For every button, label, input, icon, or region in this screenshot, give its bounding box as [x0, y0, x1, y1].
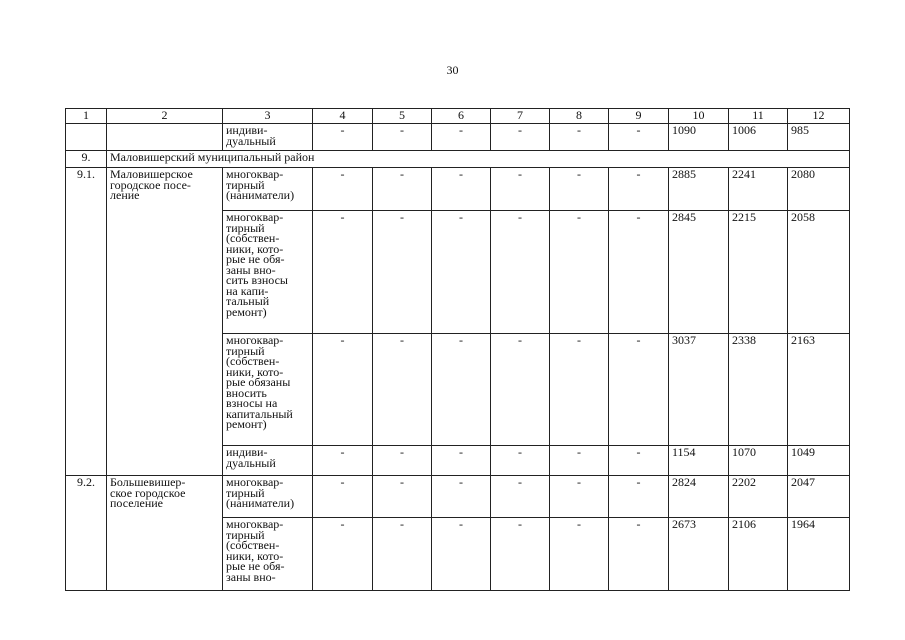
housing-type: многоквар- тирный (наниматели) [223, 476, 313, 518]
column-header: 4 [313, 109, 373, 124]
value-cell: 2885 [669, 168, 729, 211]
dash-cell: - [491, 334, 550, 446]
column-header: 9 [609, 109, 669, 124]
value-cell: 3037 [669, 334, 729, 446]
column-header: 7 [491, 109, 550, 124]
value-cell: 1070 [729, 446, 788, 476]
housing-type: индиви- дуальный [223, 446, 313, 476]
dash-cell: - [432, 518, 491, 591]
district-row [66, 151, 850, 168]
settlement-number: 9.1. [66, 168, 107, 476]
dash-cell: - [373, 211, 432, 334]
column-header: 10 [669, 109, 729, 124]
dash-cell: - [491, 518, 550, 591]
housing-type: многоквар- тирный (собствен- ники, кото- рые не обя- заны вно- сить взносы на капи- тальный ремонт) [223, 211, 313, 334]
dash-cell: - [432, 168, 491, 211]
column-header: 12 [788, 109, 850, 124]
page-number: 30 [446, 63, 459, 77]
table-row [66, 476, 850, 518]
dash-cell: - [550, 211, 609, 334]
column-header: 11 [729, 109, 788, 124]
value-cell: 2058 [788, 211, 850, 334]
value-cell: 1049 [788, 446, 850, 476]
value-cell: 2824 [669, 476, 729, 518]
column-header: 2 [107, 109, 223, 124]
dash-cell: - [550, 124, 609, 151]
dash-cell: - [313, 446, 373, 476]
district-number: 9. [66, 151, 107, 168]
dash-cell: - [432, 446, 491, 476]
value-cell: 2338 [729, 334, 788, 446]
dash-cell: - [609, 518, 669, 591]
value-cell: 985 [788, 124, 850, 151]
tariff-table [65, 108, 850, 591]
housing-type: многоквар- тирный (собствен- ники, кото- рые не обя- заны вно- [223, 518, 313, 591]
dash-cell: - [313, 211, 373, 334]
table-row [66, 168, 850, 211]
table-row [66, 124, 850, 151]
dash-cell: - [550, 476, 609, 518]
dash-cell: - [373, 476, 432, 518]
dash-cell: - [373, 124, 432, 151]
dash-cell: - [609, 124, 669, 151]
value-cell: 2106 [729, 518, 788, 591]
dash-cell: - [550, 518, 609, 591]
dash-cell: - [491, 124, 550, 151]
dash-cell: - [609, 168, 669, 211]
column-header: 6 [432, 109, 491, 124]
value-cell: 1006 [729, 124, 788, 151]
dash-cell: - [313, 518, 373, 591]
dash-cell: - [313, 334, 373, 446]
cell-empty [107, 124, 223, 151]
dash-cell: - [373, 168, 432, 211]
housing-type: индиви- дуальный [223, 124, 313, 151]
dash-cell: - [432, 334, 491, 446]
column-header: 5 [373, 109, 432, 124]
dash-cell: - [550, 446, 609, 476]
value-cell: 1154 [669, 446, 729, 476]
dash-cell: - [491, 476, 550, 518]
column-header: 3 [223, 109, 313, 124]
dash-cell: - [432, 211, 491, 334]
cell-empty [66, 124, 107, 151]
value-cell: 2047 [788, 476, 850, 518]
value-cell: 2163 [788, 334, 850, 446]
dash-cell: - [373, 446, 432, 476]
housing-type: многоквар- тирный (наниматели) [223, 168, 313, 211]
value-cell: 2673 [669, 518, 729, 591]
column-header: 1 [66, 109, 107, 124]
value-cell: 2845 [669, 211, 729, 334]
dash-cell: - [491, 211, 550, 334]
dash-cell: - [313, 124, 373, 151]
dash-cell: - [313, 168, 373, 211]
value-cell: 2202 [729, 476, 788, 518]
value-cell: 1964 [788, 518, 850, 591]
dash-cell: - [373, 334, 432, 446]
value-cell: 2080 [788, 168, 850, 211]
district-name: Маловишерский муниципальный район [107, 151, 850, 168]
dash-cell: - [373, 518, 432, 591]
settlement-name: Маловишерское городское посе- ление [107, 168, 223, 476]
dash-cell: - [609, 476, 669, 518]
settlement-number: 9.2. [66, 476, 107, 591]
value-cell: 2215 [729, 211, 788, 334]
dash-cell: - [313, 476, 373, 518]
dash-cell: - [609, 211, 669, 334]
dash-cell: - [432, 124, 491, 151]
value-cell: 1090 [669, 124, 729, 151]
column-header: 8 [550, 109, 609, 124]
dash-cell: - [491, 168, 550, 211]
dash-cell: - [609, 446, 669, 476]
settlement-name: Большевишер- ское городское поселение [107, 476, 223, 591]
header-row [66, 109, 850, 124]
dash-cell: - [550, 168, 609, 211]
housing-type: многоквар- тирный (собствен- ники, кото- рые обязаны вносить взносы на капитальный ремонт) [223, 334, 313, 446]
dash-cell: - [609, 334, 669, 446]
dash-cell: - [491, 446, 550, 476]
dash-cell: - [432, 476, 491, 518]
dash-cell: - [550, 334, 609, 446]
value-cell: 2241 [729, 168, 788, 211]
